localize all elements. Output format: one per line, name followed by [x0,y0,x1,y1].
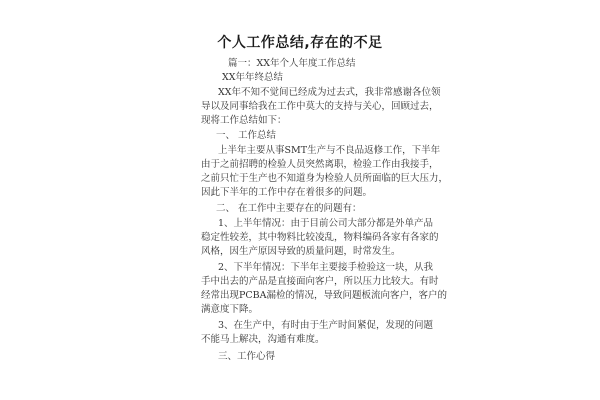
paragraph-line: 由于之前招聘的检验人员突然离职，检验工作由我接手， [201,159,439,170]
subheading: XX年年终总结 [222,72,284,83]
paragraph-line: 手中出去的产品是直接面向客户，所以压力比较大。有时 [201,276,439,287]
paragraph-line: 导以及同事给我在工作中莫大的支持与关心，回顾过去， [201,101,439,112]
paragraph-line: 现将工作总结如下： [201,115,287,126]
paragraph-line: 不能马上解决，沟通有难度。 [201,334,325,345]
section-heading: 篇一：XX年个人年度工作总结 [228,58,356,69]
section-heading: 一、 工作总结 [216,130,277,141]
paragraph-line: 稳定性较差，其中物料比较凌乱，物料编码各家有各家的 [201,232,439,243]
paragraph-line: 满意度下降。 [201,304,259,315]
paragraph-line: 因此下半年的工作中存在着很多的问题。 [201,187,373,198]
paragraph-line: 经常出现PCBA漏检的情况，导致问题板流向客户，客户的 [201,290,448,301]
paragraph-line: 风格，因生产原因导致的质量问题，时常发生。 [201,246,401,257]
paragraph-line: 3、在生产中，有时由于生产时间紧促，发现的问题 [218,320,434,331]
document-title: 个人工作总结,存在的不足 [217,35,383,51]
section-heading: 二、 在工作中主要存在的问题有： [216,203,362,214]
paragraph-line: XX年不知不觉间已经成为过去式，我非常感谢各位领 [218,87,441,98]
paragraph-line: 1、上半年情况：由于目前公司大部分都是外单产品 [218,218,434,229]
paragraph-line: 2、下半年情况：下半年主要接手检验这一块，从我 [218,262,434,273]
paragraph-line: 之前只忙于生产也不知道身为检验人员所面临的巨大压力， [201,173,449,184]
paragraph-line: 上半年主要从事SMT生产与不良品返修工作，下半年 [218,145,441,156]
section-heading: 三、工作心得 [218,351,276,362]
